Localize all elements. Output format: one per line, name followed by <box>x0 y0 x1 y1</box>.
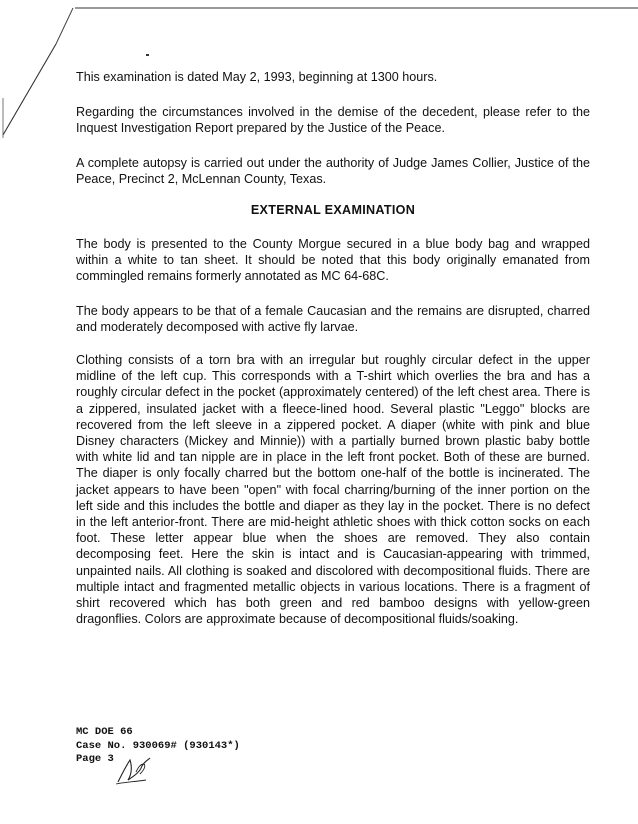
body-presentation-paragraph: The body is presented to the County Morgue secured in a blue body bag and wrapped within a white to tan sheet. It should be noted that this body originally emanated from commingled remains formerly annotated as MC 64-68C. <box>76 237 590 284</box>
section-heading: EXTERNAL EXAMINATION <box>250 203 416 217</box>
footer-case-id: MC DOE 66 <box>76 726 133 738</box>
case-footer <box>76 726 240 767</box>
handwritten-initials <box>114 752 154 788</box>
body-appearance-paragraph: The body appears to be that of a female Caucasian and the remains are disrupted, charred and moderately decomposed with active fly larvae. <box>76 304 590 335</box>
circumstances-paragraph: Regarding the circumstances involved in the demise of the decedent, please refer to the Inquest Investigation Report prepared by the Justice of the Peace. <box>76 105 590 136</box>
footer-case-number: Case No. 930069# (930143*) <box>76 739 240 752</box>
footer-page-number: Page 3 <box>76 753 114 765</box>
clothing-paragraph: Clothing consists of a torn bra with an irregular but roughly circular defect in the upper midline of the left cup. This corresponds with a T-shirt which overlies the bra and has a roughly circular defect in the pocket (approximately centered) of the left chest area. There is a zippered, insulated jacket with a fleece-lined hood. Several plastic "Leggo" blocks are recovered from the left sleeve in a zippered pocket. A diaper (white with pink and blue Disney characters (Mickey and Minnie)) with a partially burned brown plastic baby bottle with white lid and tan nipple are in place in the left front pocket. Both of these are burned. The diaper is only focally charred but the bottom one-half of the bottle is incinerated. The jacket appears to have been "open" with focal charring/burning of the inner portion on the left side and this includes the bottle and diaper as they lay in the pocket. There is no defect in the left anterior-front. There are mid-height athletic shoes with thick cotton socks on each foot. These letter appear blue when the shoes are removed. They also contain decomposing feet. Here the skin is intact and is Caucasian-appearing with trimmed, unpainted nails. All clothing is soaked and discolored with decompositional fluids. There are multiple intact and fragmented metallic objects in various locations. There is a fragment of shirt recovered which has both green and red bamboo designs with yellow-green dragonflies. Colors are approximate because of decompositional fluids/soaking. <box>76 353 590 627</box>
authority-paragraph: A complete autopsy is carried out under the authority of Judge James Collier, Justice of the Peace, Precinct 2, McLennan County, Texas. <box>76 156 590 187</box>
exam-date-paragraph: This examination is dated May 2, 1993, beginning at 1300 hours. <box>76 70 438 84</box>
